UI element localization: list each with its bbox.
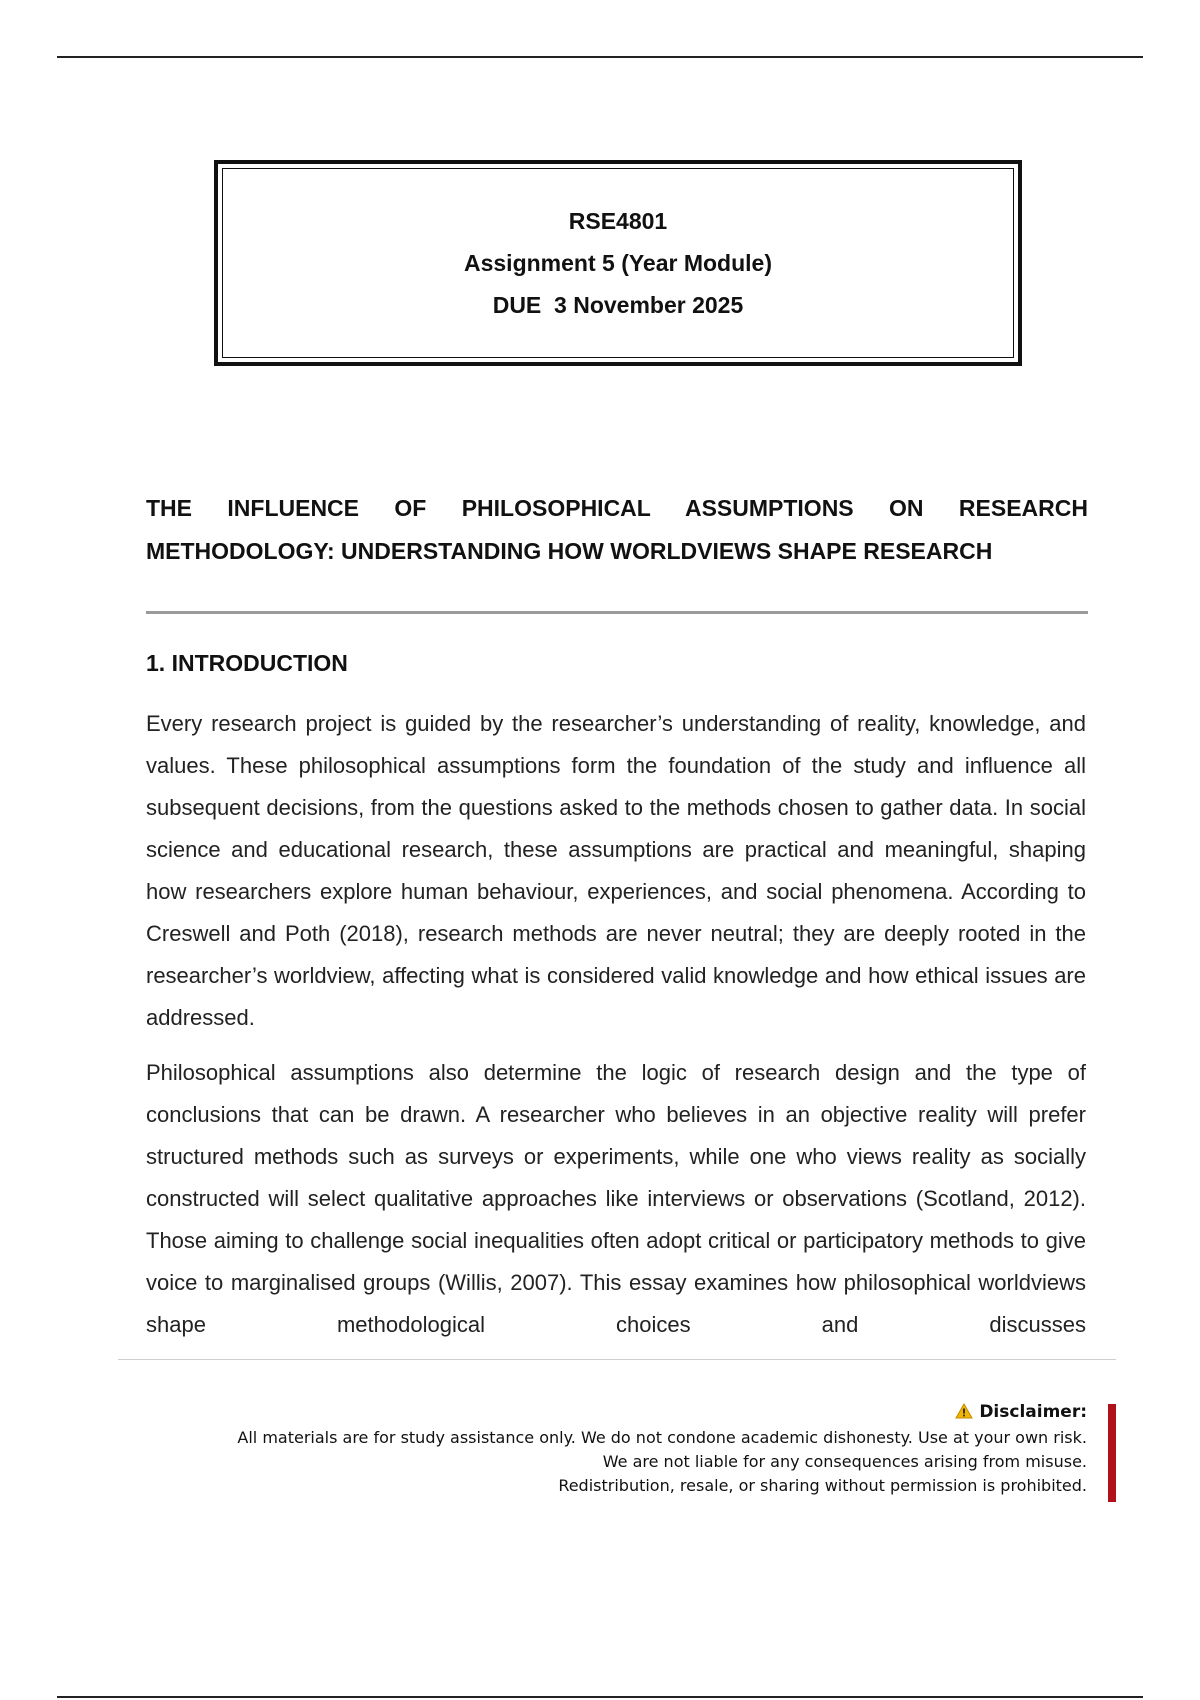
essay-title: THE INFLUENCE OF PHILOSOPHICAL ASSUMPTIONS ON RESEARCH METHODOLOGY: UNDERSTANDING HOW WORLDVIEWS SHAPE RESEARCH xyxy=(146,495,1088,564)
page-bottom-rule xyxy=(57,1696,1143,1698)
body-paragraph-1: Every research project is guided by the researcher’s understanding of reality, knowledge, and values. These philosophical assumptions form the foundation of the study and influence all subsequent decisions, from the questions asked to the methods chosen to gather data. In social science and educational research, these assumptions are practical and meaningful, shaping how researchers explore human behaviour, experiences, and social phenomena. According to Creswell and Poth (2018), research methods are never neutral; they are deeply rooted in the researcher’s worldview, affecting what is considered valid knowledge and how ethical issues are addressed. xyxy=(146,711,1086,1030)
page-top-rule xyxy=(57,56,1143,58)
body-paragraph-2: Philosophical assumptions also determine the logic of research design and the type of conclusions that can be drawn. A researcher who believes in an objective reality will prefer structured methods such as surveys or experiments, while one who views reality as socially constructed will select qualitative approaches like interviews or observations (Scotland, 2012). Those aiming to challenge social inequalities often adopt critical or participatory methods to give voice to marginalised groups (Willis, 2007). This essay examines how philosophical worldviews shape methodological choices and discusses xyxy=(146,1060,1086,1337)
disclaimer-block xyxy=(237,1400,1087,1498)
footer-divider xyxy=(118,1359,1116,1360)
section-heading: 1. INTRODUCTION xyxy=(146,650,348,676)
disclaimer-heading xyxy=(237,1400,1087,1426)
warning-icon xyxy=(955,1402,973,1426)
disclaimer-line-3: Redistribution, resale, or sharing without permission is prohibited. xyxy=(558,1476,1087,1495)
cover-title-box xyxy=(214,160,1022,366)
due-date: DUE 3 November 2025 xyxy=(492,292,744,318)
disclaimer-title: Disclaimer: xyxy=(979,1402,1087,1422)
title-divider xyxy=(146,611,1088,614)
cover-title-box-inner xyxy=(222,168,1014,358)
module-code: RSE4801 xyxy=(568,208,668,234)
disclaimer-line-2: We are not liable for any consequences arising from misuse. xyxy=(602,1452,1087,1471)
disclaimer-line-1: All materials are for study assistance only. We do not condone academic dishonesty. Use at your own risk. xyxy=(237,1428,1087,1447)
assignment-label: Assignment 5 (Year Module) xyxy=(463,250,772,276)
disclaimer-accent-bar xyxy=(1108,1404,1116,1502)
